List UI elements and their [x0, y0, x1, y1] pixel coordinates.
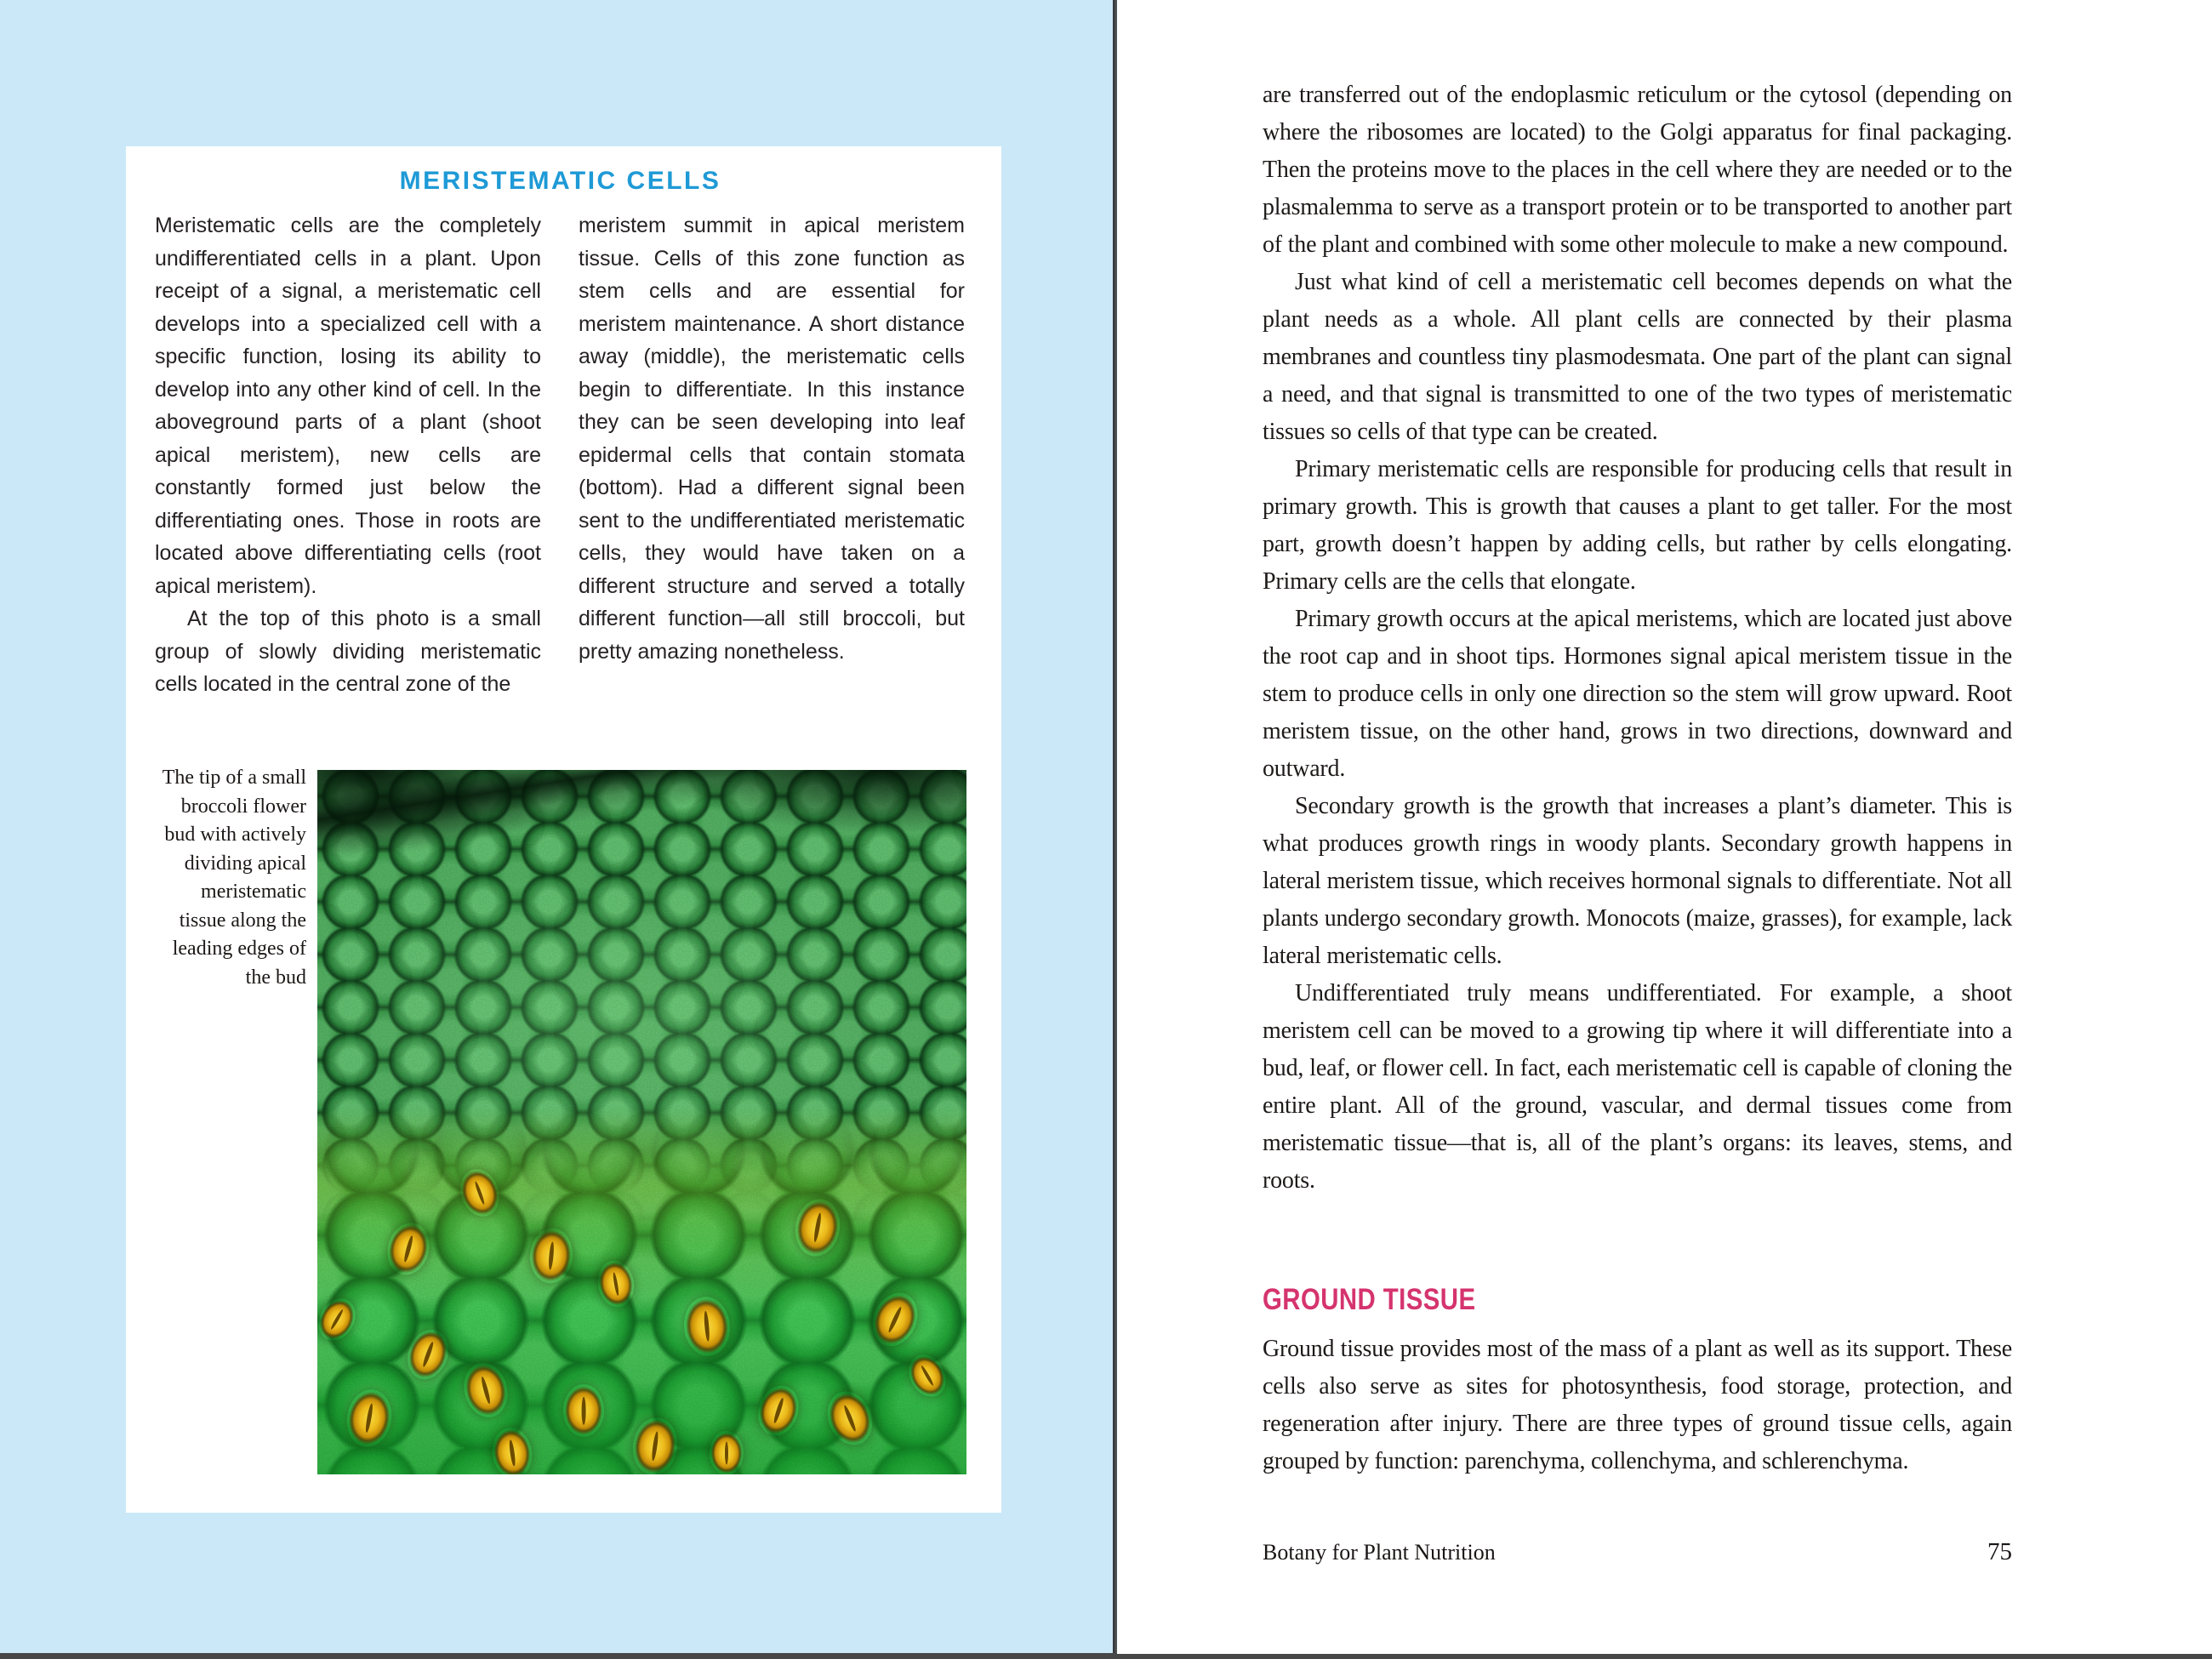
stoma-slit: [329, 1308, 344, 1330]
stoma-slit: [364, 1403, 373, 1434]
body-paragraph: Undifferentiated truly means undifferentiated. For example, a shoot meristem cell can be moved to a growing tip where it will differentiate into a bud, leaf, or flower cell. In fact, each meristematic cell is capable of cloning the entire plant. All of the ground, vascular, and dermal tissues come from meristematic tissue—that is, all of the plant’s organs: its leaves, stems, and roots.: [1263, 980, 2012, 1194]
body-paragraph: Just what kind of cell a meristematic cell becomes depends on what the plant needs as a whole. All plant cells are connected by their plasma membranes and countless tiny plasmodesmata. One part of the plant can signal a need, and that signal is transmitted to one of the two types of meristematic tissues so cells of that type can be created.: [1263, 269, 2012, 445]
stoma-slit: [887, 1305, 904, 1333]
right-page: [1117, 0, 2212, 1654]
article-panel: [126, 146, 1001, 1513]
body-text-block: [1263, 77, 2012, 1200]
section-heading-label: GROUND TISSUE: [1263, 1283, 1476, 1316]
body-paragraph: Primary meristematic cells are responsible for producing cells that result in primary growth. This is growth that causes a plant to get taller. For the most part, growth doesn’t happen by adding cells, but rather by cells elongating. Primary cells are the cells that elongate.: [1263, 456, 2012, 595]
stoma-slit: [842, 1404, 857, 1432]
body-paragraph: Primary growth occurs at the apical meristems, which are located just above the root cap and in shoot tips. Hormones signal apical meristem tissue in the stem to produce cells in only one direction so the stem will grow upward. Root meristem tissue, on the other hand, grows in two directions, downward and outward.: [1263, 606, 2012, 782]
body-paragraph: Ground tissue provides most of the mass of a plant as well as its support. These cells also serve as sites for photosynthesis, food storage, protection, and regeneration after injury. There are three types of ground tissue cells, again grouped by function: parenchyma, collenchyma, and schlerenchyma.: [1263, 1336, 2012, 1474]
stoma-slit: [508, 1440, 516, 1467]
section-heading: [1263, 1283, 2012, 1317]
stoma-slit: [772, 1398, 784, 1424]
stoma-slit: [481, 1376, 493, 1405]
page-bottom-edge: [0, 1653, 2212, 1659]
broccoli-sem-photo: [317, 770, 966, 1474]
stoma-slit: [704, 1311, 711, 1343]
stoma-slit: [474, 1180, 486, 1205]
stoma-slit: [812, 1212, 822, 1243]
stoma-slit: [651, 1431, 659, 1462]
stoma-ellipse: [710, 1431, 744, 1474]
stoma-slit: [725, 1442, 728, 1465]
article-paragraph: meristem summit in apical meristem tissue. Cells of this zone function as stem cells and are essential for meristem maintenance. A short distance away (middle), the meristematic cells begin to differentiate. In this instance they can be seen developing into leaf epidermal cells that contain stomata (bottom). Had a different signal been sent to the undifferentiated meristematic cells, they would have taken on a different structure and served a totally different function—all still broccoli, but pretty amazing nonetheless.: [579, 214, 965, 664]
body-paragraph: are transferred out of the endoplasmic reticulum or the cytosol (depending on where the ribosomes are located) to the Golgi apparatus for final packaging. Then the proteins move to the places in the cell where they are needed or to the plasmalemma to serve as a transport protein or to be transported to another part of the plant and combined with some other molecule to make a new compound.: [1263, 82, 2012, 258]
article-column-2: [579, 209, 965, 701]
body-paragraph: Secondary growth is the growth that increases a plant’s diameter. This is what produces growth rings in woody plants. Secondary growth happens in lateral meristem tissue, which receives hormonal signals to differentiate. Not all plants undergo secondary growth. Monocots (maize, grasses), for example, lack lateral meristematic cells.: [1263, 793, 2012, 969]
ground-tissue-section: [1263, 1283, 2012, 1480]
article-columns: [155, 209, 966, 701]
page-footer: [1263, 1538, 2012, 1566]
stoma-slit: [921, 1365, 935, 1386]
footer-page-number: 75: [1987, 1538, 2012, 1565]
article-paragraph: Meristematic cells are the completely undifferentiated cells in a plant. Upon receipt of a signal, a meristematic cell develops into a specialized cell with a specific function, losing its ability to develop into any other kind of cell. In the aboveground parts of a plant (shoot apical meristem), new cells are constantly formed just below the differentiating ones. Those in roots are located above differentiating cells (root apical meristem).: [155, 214, 541, 598]
stoma-slit: [421, 1342, 434, 1368]
stoma-ellipse: [563, 1384, 604, 1437]
stoma-slit: [402, 1235, 413, 1263]
photo-caption: The tip of a small broccoli flower bud with actively dividing apical meristematic tissue along the leading edges of the bud: [162, 767, 306, 989]
stoma-slit: [548, 1241, 555, 1270]
stoma-slit: [612, 1272, 619, 1297]
article-column-1: [155, 209, 541, 701]
footer-book-title: Botany for Plant Nutrition: [1263, 1540, 1496, 1565]
stoma-slit: [581, 1397, 585, 1424]
article-title: MERISTEMATIC CELLS: [399, 167, 721, 195]
article-paragraph: At the top of this photo is a small group of slowly dividing meristematic cells located in the central zone of the: [155, 607, 541, 696]
